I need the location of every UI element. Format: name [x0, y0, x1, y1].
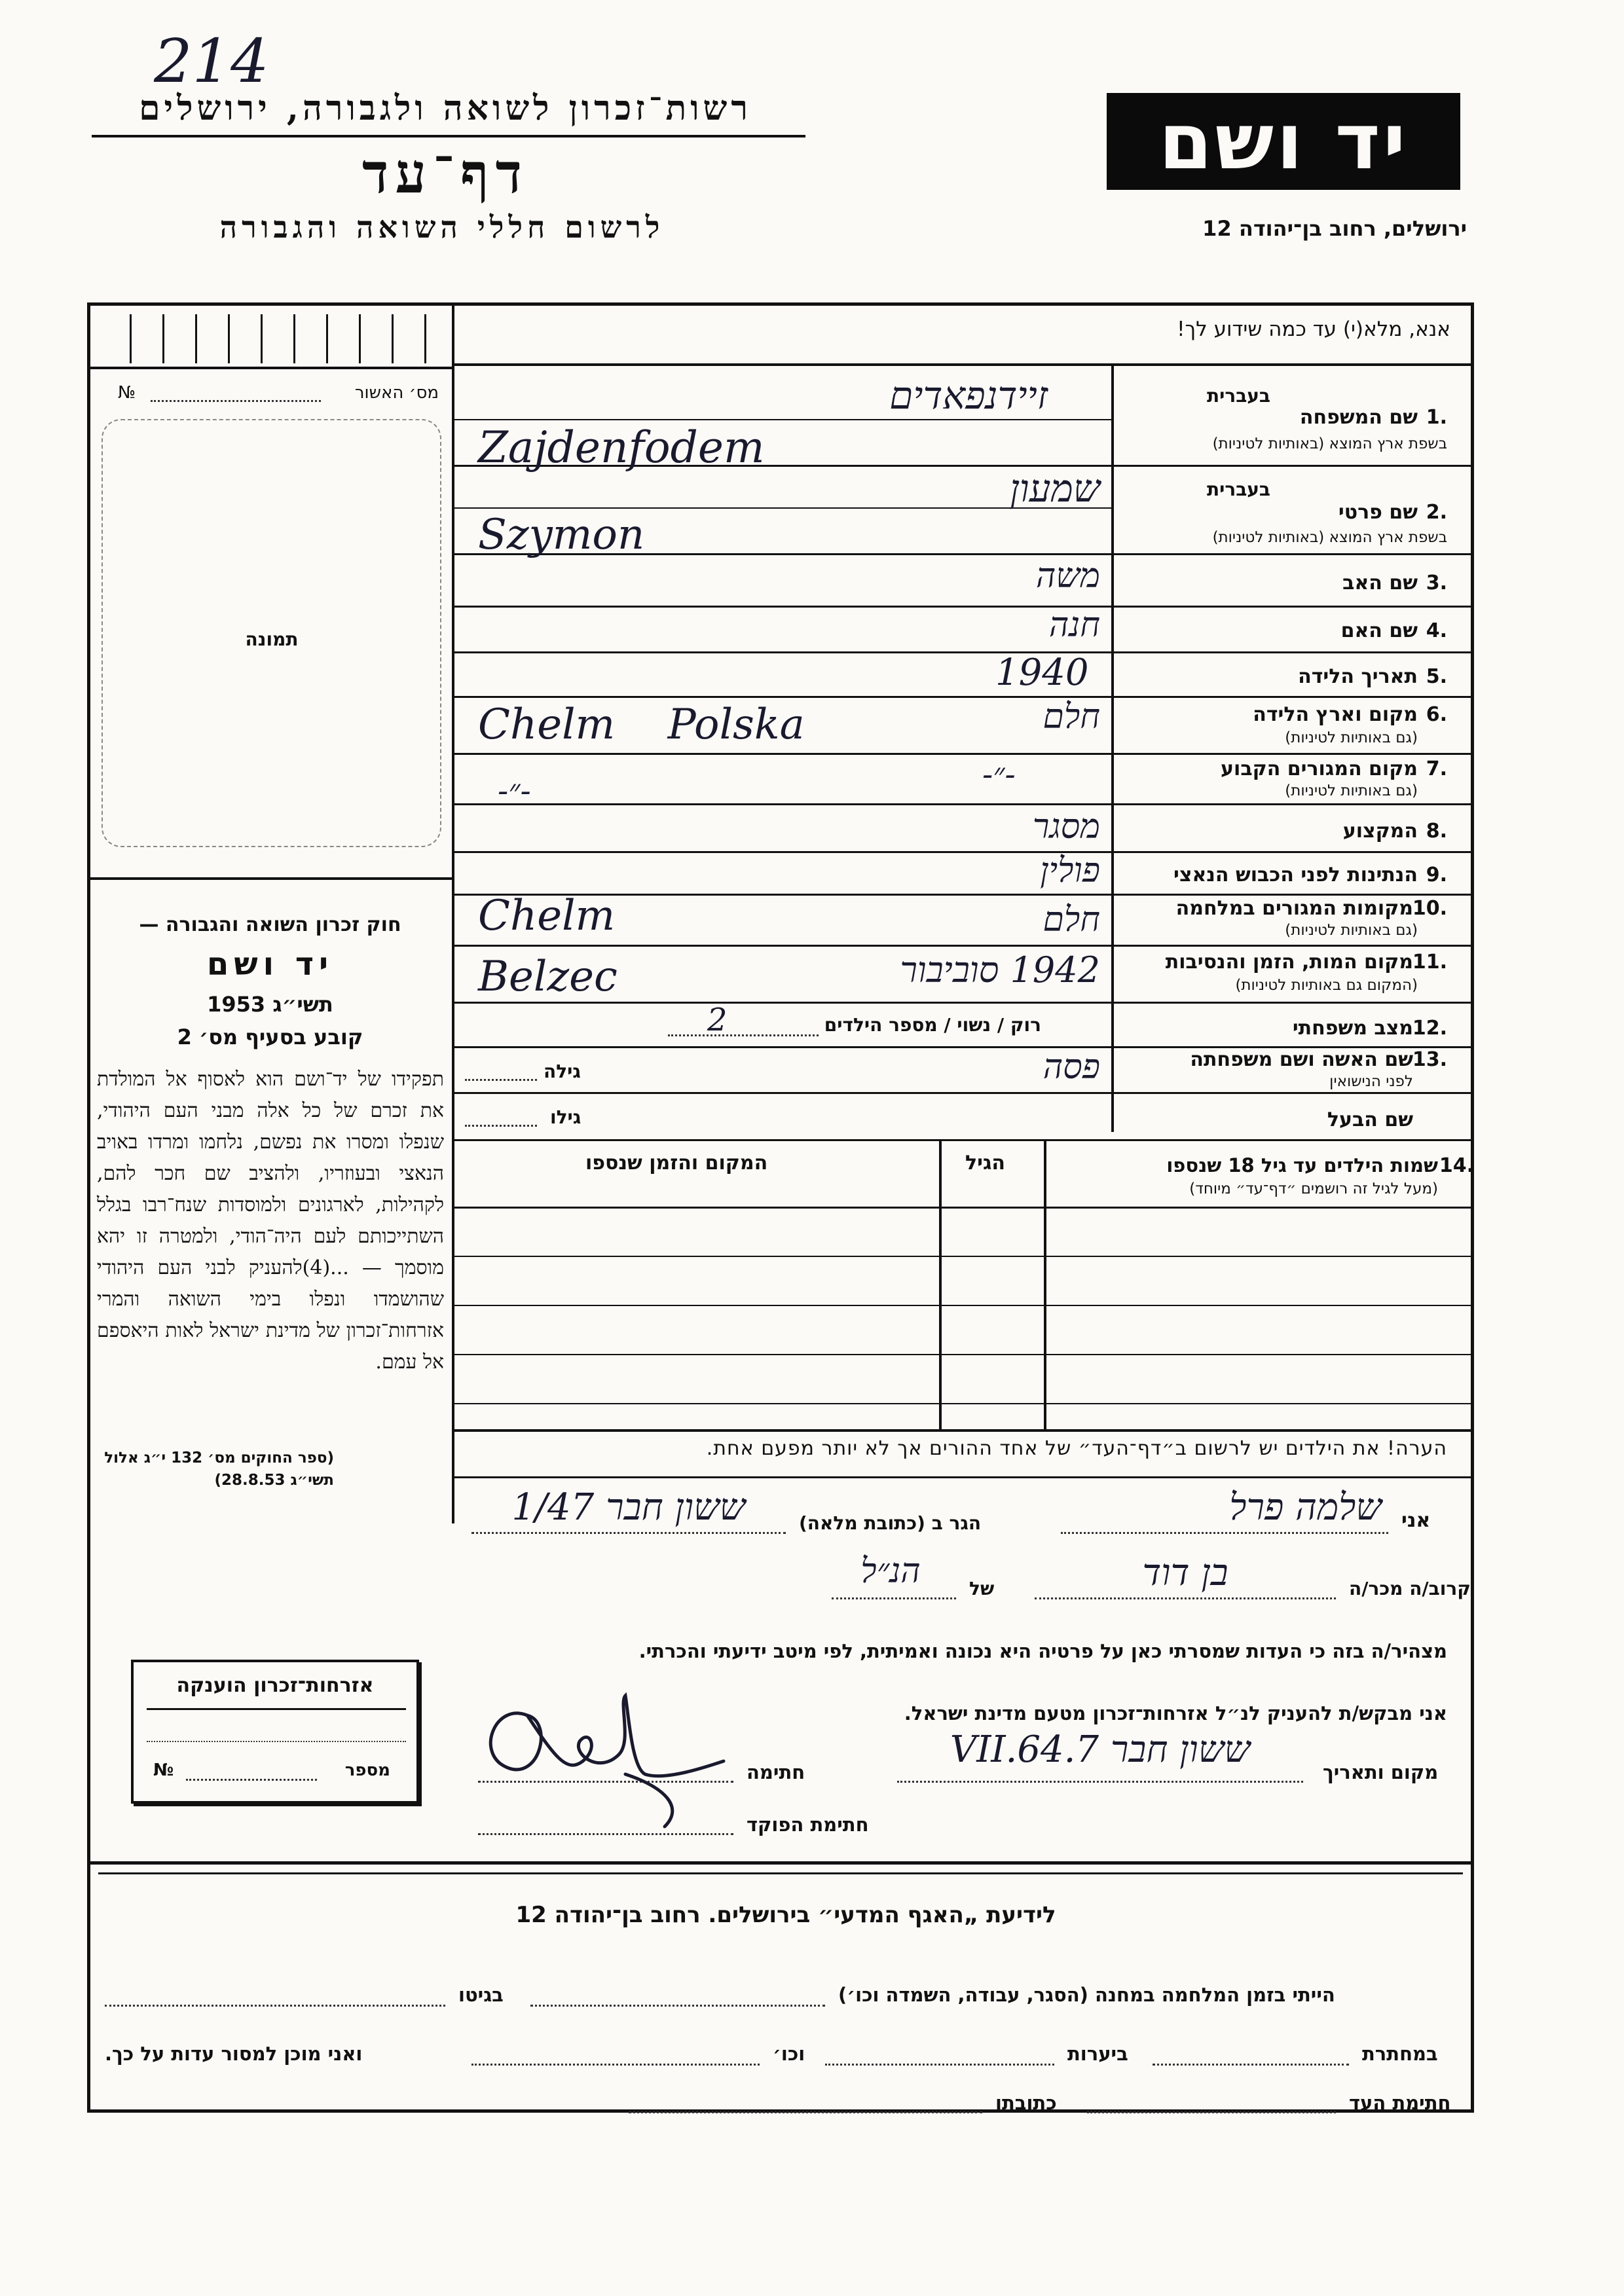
husband-age-label: גילו — [550, 1106, 581, 1128]
field-row-mother-name — [1113, 608, 1447, 651]
field-label: שם המשפחה — [1299, 406, 1418, 429]
first-name-hebrew[interactable]: שמעון — [1010, 466, 1100, 511]
footer-camp-label: הייתי בזמן המלחמה במחנה (הסגר, עבודה, השמדה וכו׳) — [838, 1984, 1335, 2006]
citizenship-number-field[interactable] — [186, 1779, 317, 1781]
field-label: המקצוע — [1342, 820, 1418, 843]
field-number: 12. — [1412, 1017, 1447, 1040]
field-row-death — [1113, 947, 1447, 1002]
footer-witness-signature-label: חתימת העד — [1349, 2092, 1451, 2114]
field-number: 8. — [1426, 820, 1447, 843]
place-date-label: מקום ותאריך — [1323, 1761, 1439, 1783]
field-label: תאריך הלידה — [1298, 665, 1418, 688]
field-label: מקום וארץ הלידה — [1253, 703, 1418, 726]
citizenship-value[interactable]: פולין — [1040, 851, 1100, 890]
field-sublabel: (גם באותיות לטיניות) — [1285, 729, 1418, 746]
of-label: של — [969, 1578, 995, 1599]
side-hebrew-label: בעברית — [1206, 385, 1270, 407]
address-value[interactable]: ששון חבר 1/47 — [511, 1486, 746, 1529]
field-row-wartime-residence — [1113, 896, 1447, 945]
institution-address: ירושלים, רחוב בן־יהודה 12 — [1202, 216, 1467, 241]
declarant-value[interactable]: שלמה פרל — [1229, 1486, 1382, 1529]
declaration-statement: מצהיר/ה בזה כי העדות שמסרתי כאן על פרטיה היא נכונה ואמיתית, לפי מיטב ידיעתי והכרתי. — [638, 1640, 1447, 1662]
footer-forests-field[interactable] — [825, 2064, 1054, 2066]
field-sublabel: בשפת ארץ המוצא (באותיות לטיניות) — [1212, 435, 1447, 452]
footer-forests-label: ביערות — [1067, 2043, 1128, 2065]
field-label: שם פרטי — [1338, 501, 1418, 524]
law-citation: (ספר החוקים מס׳ 132 י״ג אלול תשי״ג 28.8.53) — [104, 1449, 334, 1489]
certificate-number-row — [98, 383, 445, 409]
field-number: 9. — [1426, 864, 1447, 886]
field-sublabel: (גם באותיות לטיניות) — [1285, 922, 1418, 939]
law-name: יד ושם — [206, 946, 334, 983]
father-name-value[interactable]: משה — [1035, 556, 1100, 596]
law-title: חוק זכרון השואה והגבורה — — [139, 913, 401, 936]
footer-separator-inner — [98, 1872, 1463, 1874]
field-number: 6. — [1426, 703, 1447, 726]
field-row-occupation — [1113, 805, 1447, 851]
field-label: מקום המות, הזמן והנסיבות — [1165, 951, 1413, 974]
relation-label: קרוב/ה מכר/ה — [1349, 1578, 1471, 1599]
field-row-citizenship — [1113, 853, 1447, 894]
photo-bottom-line — [90, 877, 452, 880]
field-number: 5. — [1426, 665, 1447, 688]
field-number: 10. — [1412, 897, 1447, 920]
citizenship-box-title: אזרחות־זכרון הוענקה — [176, 1674, 374, 1697]
field-label: שם האב — [1342, 572, 1418, 594]
citizenship-box-line — [147, 1741, 406, 1742]
footer-willing-label: ואני מוכן למסור עדות על כך. — [105, 2043, 363, 2065]
authority-underline — [92, 135, 805, 137]
children-col-age: הגיל — [965, 1152, 1005, 1175]
children-col-place: המקום והזמן שנספו — [585, 1152, 768, 1175]
field-row-father-name — [1113, 555, 1447, 606]
declarant-label: אני — [1401, 1509, 1431, 1532]
husband-age-field[interactable] — [465, 1125, 537, 1127]
official-signature-label: חתימת הפוקד — [747, 1813, 869, 1836]
place-date-value[interactable]: ששון חבר 7.VII.64 — [950, 1728, 1251, 1771]
wartime-residence-hebrew[interactable]: חלם — [1043, 900, 1100, 939]
place-date-field[interactable] — [897, 1781, 1303, 1783]
field-row-first-name — [1113, 467, 1447, 553]
field-number: 3. — [1426, 572, 1447, 594]
field-sublabel: לפני הנישואין — [1329, 1073, 1413, 1090]
footer-camp-field[interactable] — [530, 2005, 825, 2007]
field-label: הנתינות לפני הכבוש הנאצי — [1173, 864, 1418, 886]
instructions-divider — [452, 363, 1474, 366]
death-place-date-hebrew[interactable]: 1942 סוביבור — [900, 949, 1100, 991]
wife-age-label: גילה — [544, 1061, 581, 1082]
footer-address-label: כתובתו — [995, 2092, 1057, 2114]
marital-options-label: רוק / נשוי / מספר הילדים — [824, 1014, 1041, 1036]
relation-value[interactable]: בן דוד — [1142, 1552, 1228, 1594]
residence-value-latin[interactable]: -״- — [498, 773, 531, 809]
handwritten-signature — [468, 1676, 743, 1833]
footer-heading: לידיעת „האגף המדעי״ בירושלים. רחוב בן־יהודה 12 — [515, 1902, 1056, 1928]
field-row-residence — [1113, 755, 1447, 803]
field-number: 4. — [1426, 619, 1447, 642]
children-count-value[interactable]: 2 — [707, 1002, 728, 1038]
certificate-number-field[interactable] — [151, 400, 321, 402]
declarant-field[interactable] — [1061, 1532, 1388, 1534]
field-row-birth-date — [1113, 653, 1447, 696]
citizenship-granted-box — [131, 1660, 419, 1804]
note-bottom-line — [454, 1476, 1474, 1478]
field-label: שם האשה ושם משפחתה — [1190, 1048, 1413, 1071]
footer-ghetto-label: בגיטו — [458, 1984, 504, 2006]
wife-age-field[interactable] — [465, 1079, 537, 1081]
children-table — [454, 1141, 1474, 1429]
official-signature-field[interactable] — [478, 1833, 733, 1835]
logo-text: יד ושם — [1158, 96, 1409, 187]
authority-name: רשות־זכרון לשואה ולגבורה, ירושלים — [139, 88, 752, 128]
children-note: הערה! את הילדים יש לרשום ב״דף־העד״ של אחד ההורים אך לא יותר מפעם אחת. — [706, 1437, 1447, 1460]
side-hebrew-label: בעברית — [1206, 479, 1270, 500]
field-row-family-name — [1113, 367, 1447, 465]
citizenship-box-number-label: מספר — [344, 1760, 390, 1780]
residence-value[interactable]: -״- — [982, 756, 1016, 793]
footer-underground-label: במחתרת — [1362, 2043, 1438, 2065]
footer-ghetto-field[interactable] — [105, 2005, 445, 2007]
field-label: מקומות המגורים במלחמה — [1175, 897, 1413, 920]
of-field[interactable] — [832, 1597, 956, 1599]
yad-vashem-logo — [1107, 93, 1460, 190]
field-number: 1. — [1426, 406, 1447, 429]
footer-separator — [87, 1861, 1474, 1865]
form-subtitle: לרשום חללי השואה והגבורה — [219, 210, 665, 245]
field-label: שם האם — [1340, 619, 1418, 642]
certificate-label: מס׳ האשור — [354, 383, 439, 403]
of-value[interactable]: הנ״ל — [860, 1552, 921, 1591]
field-row-birth-place — [1113, 698, 1447, 753]
field-row-marital-status — [720, 1004, 1447, 1046]
instructions-text: אנא, מלא(י) עד כמה שידוע לך! — [1177, 318, 1450, 341]
address-label: הגר ב (כתובת מלאה) — [799, 1512, 982, 1534]
form-title: דף־עד — [361, 141, 528, 206]
field-label: מצב משפחתי — [1292, 1017, 1413, 1040]
family-name-hebrew[interactable]: זיידנפאדים — [889, 373, 1048, 418]
field-sublabel: (גם באותיות לטיניות) — [1285, 782, 1418, 799]
law-body: תפקידו של יד־ושם הוא לאסוף אל המולדת את זכרם של כל אלה מבני העם היהודי, שנפלו ומסרו את נפשם, נלחמו ומרדו באויב הנאצי ובעוזריו, ולהציב שם חכר להם, לקהילות, לארגונים ולמוסדות שנח־רבו בגלל השתייכותם לעם היה־הודי, ולמטרה זו יהא מוסמך — ...(4)להעניק לבני העם היהודי שהושמדו ונפלו בימי השואה והמרי אזרחות־זכרון של מדינת ישראל לאות היאספם אל עמם. — [97, 1068, 445, 1374]
footer-address-field[interactable] — [629, 2111, 982, 2113]
photo-label: תמונה — [245, 629, 299, 650]
birth-place-latin[interactable]: Chelm Polska — [478, 701, 805, 749]
field-sublabel: (המקום גם באותיות לטיניות) — [1235, 977, 1418, 994]
field-label: מקום המגורים הקבוע — [1221, 757, 1418, 780]
footer-etc-label: וכו׳ — [773, 2043, 805, 2065]
relation-field[interactable] — [1035, 1597, 1336, 1599]
field-row-husband — [1113, 1094, 1447, 1139]
family-name-latin[interactable]: Zajdenfodem — [478, 422, 765, 473]
field-number: 7. — [1426, 757, 1447, 780]
signature-label: חתימה — [747, 1761, 805, 1783]
footer-underground-field[interactable] — [1153, 2064, 1349, 2066]
children-table-bottom — [452, 1429, 1474, 1432]
children-table-sublabel: (מעל לגיל זה רושמים ״דף־עד״ מיוחד) — [1189, 1180, 1438, 1197]
footer-witness-signature-field[interactable] — [1087, 2111, 1336, 2113]
field-sublabel: בשפת ארץ המוצא (באותיות לטיניות) — [1212, 529, 1447, 546]
mother-name-value[interactable]: חנה — [1048, 606, 1100, 645]
field-number: 11. — [1412, 951, 1447, 974]
wartime-residence-latin[interactable]: Chelm — [478, 892, 616, 940]
citizenship-box-no: № — [153, 1760, 174, 1780]
first-name-latin[interactable]: Szymon — [478, 511, 645, 559]
occupation-value[interactable]: מסגר — [1032, 807, 1100, 847]
birth-place-hebrew[interactable]: חלם — [1043, 697, 1100, 737]
field-label: שם הבעל — [1327, 1108, 1413, 1131]
death-place-latin[interactable]: Belzec — [478, 953, 618, 1001]
footer-etc-field[interactable] — [471, 2064, 760, 2066]
spouse-name-value[interactable]: פסה — [1043, 1048, 1100, 1087]
children-table-number: 14. — [1439, 1154, 1474, 1177]
certificate-no-symbol: № — [118, 383, 136, 403]
law-year: תשי״ג 1953 — [207, 992, 333, 1017]
top-tick-strip — [90, 308, 452, 369]
law-clause: קובע בסעיף מס׳ 2 — [177, 1025, 363, 1049]
birth-date-value[interactable]: 1940 — [995, 651, 1089, 694]
children-table-title: שמות הילדים עד גיל 18 שנספו — [1166, 1154, 1438, 1176]
field-number: 13. — [1412, 1048, 1447, 1071]
handwritten-page-number: 214 — [154, 26, 269, 96]
address-field[interactable] — [471, 1532, 786, 1534]
field-number: 2. — [1426, 501, 1447, 524]
field-row-spouse — [1113, 1048, 1447, 1092]
citizenship-request: אני מבקש/ת להעניק לנ״ל אזרחות־זכרון מטעם מדינת ישראל. — [904, 1702, 1447, 1724]
